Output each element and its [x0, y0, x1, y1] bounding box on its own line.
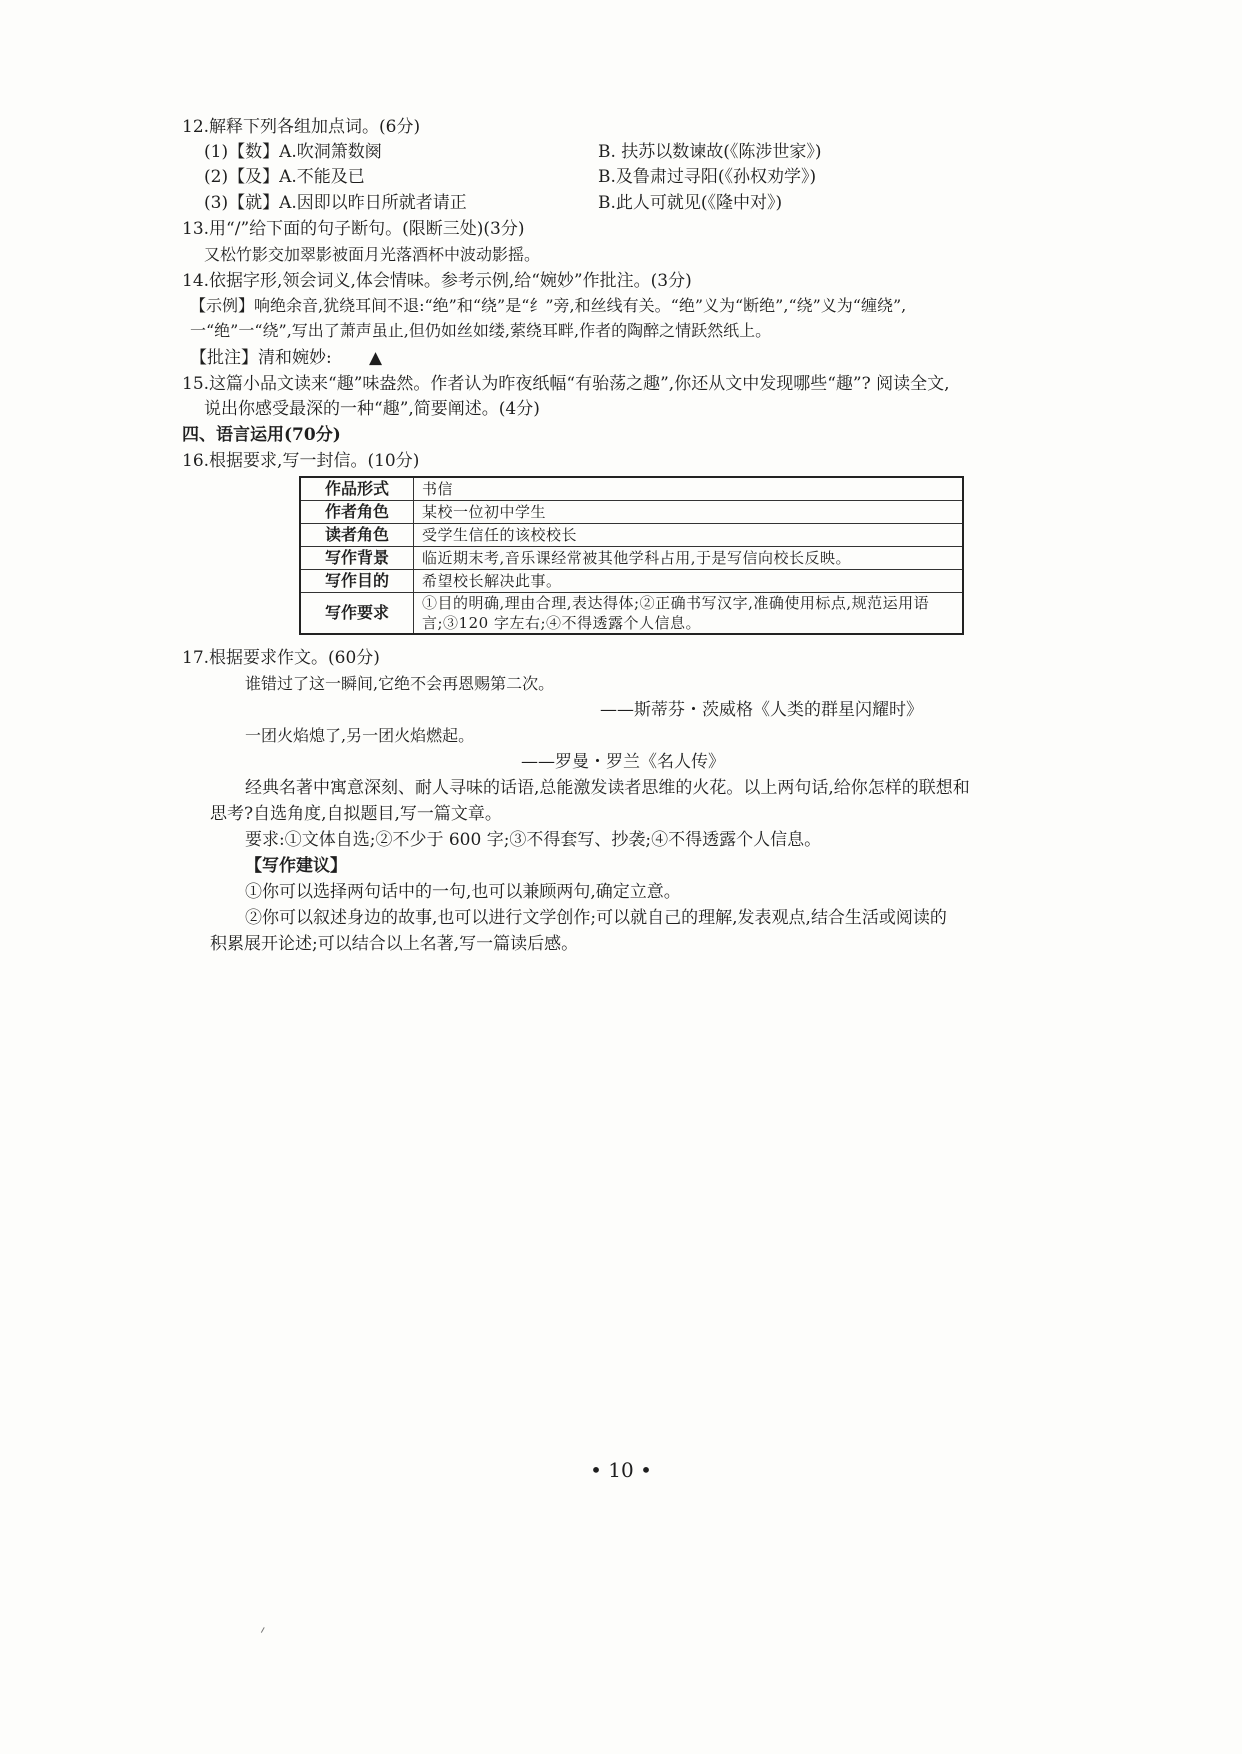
q17-prompt-line1: 经典名著中寓意深刻、耐人寻味的话语,总能激发读者思维的火花。以上两句话,给你怎样的联想和 [245, 778, 970, 798]
writing-advice-1: ①你可以选择两句话中的一句,也可以兼顾两句,确定立意。 [245, 882, 681, 902]
quote-1: 谁错过了这一瞬间,它绝不会再恩赐第二次。 [245, 674, 555, 693]
table-key: 读者角色 [300, 524, 414, 547]
table-value: 临近期末考,音乐课经常被其他学科占用,于是写信向校长反映。 [414, 547, 964, 570]
table-value: 希望校长解决此事。 [414, 570, 964, 593]
q12-row3-right: B.此人可就见(《隆中对》) [598, 193, 783, 213]
table-row [300, 477, 963, 501]
q12-row1-left: (1)【数】A.吹洞箫数阕 [204, 142, 382, 162]
table-value: 受学生信任的该校校长 [414, 524, 964, 547]
q12-row1-right: B. 扶苏以数谏故(《陈涉世家》) [598, 142, 822, 162]
table-value: 书信 [414, 477, 964, 501]
q14-title: 14.依据字形,领会词义,体会情味。参考示例,给“婉妙”作批注。(3分) [182, 271, 692, 291]
page-number: • 10 • [590, 1458, 652, 1482]
answer-placeholder-triangle: ▲ [369, 348, 383, 368]
table-row [300, 593, 963, 635]
q15-line2: 说出你感受最深的一种“趣”,简要阐述。(4分) [204, 399, 540, 419]
table-row [300, 570, 963, 593]
table-row [300, 524, 963, 547]
table-key: 写作要求 [300, 593, 414, 635]
q17-requirements: 要求:①文体自选;②不少于 600 字;③不得套写、抄袭;④不得透露个人信息。 [245, 830, 822, 850]
q15-line1: 15.这篇小品文读来“趣”味盎然。作者认为昨夜纸幅“有骀荡之趣”,你还从文中发现哪些“趣”? 阅读全文, [182, 374, 950, 394]
quote-2: 一团火焰熄了,另一团火焰燃起。 [245, 726, 475, 745]
q12-row3-left: (3)【就】A.因即以昨日所就者请正 [204, 193, 467, 213]
table-value: 某校一位初中学生 [414, 501, 964, 524]
q13-title: 13.用“/”给下面的句子断句。(限断三处)(3分) [182, 219, 525, 239]
q16-title: 16.根据要求,写一封信。(10分) [182, 451, 420, 471]
table-key: 写作目的 [300, 570, 414, 593]
q12-row2-left: (2)【及】A.不能及已 [204, 167, 365, 187]
table-key: 作品形式 [300, 477, 414, 501]
scan-speck-mark [261, 1627, 268, 1635]
letter-requirements-table [299, 476, 964, 635]
table-key: 写作背景 [300, 547, 414, 570]
quote-1-source: ——斯蒂芬・茨威格《人类的群星闪耀时》 [600, 700, 923, 720]
q12-row2-right: B.及鲁肃过寻阳(《孙权劝学》) [598, 167, 817, 187]
q14-example-line2: 一“绝”一“绕”,写出了萧声虽止,但仍如丝如缕,萦绕耳畔,作者的陶醉之情跃然纸上。 [190, 321, 772, 340]
q17-prompt-line2: 思考?自选角度,自拟题目,写一篇文章。 [210, 804, 502, 824]
section4-title: 四、语言运用(70分) [182, 425, 341, 445]
table-row [300, 501, 963, 524]
q13-sentence: 又松竹影交加翠影被面月光落酒杯中波动影摇。 [204, 245, 541, 264]
q17-title: 17.根据要求作文。(60分) [182, 648, 380, 668]
table-key: 作者角色 [300, 501, 414, 524]
table-value: ①目的明确,理由合理,表达得体;②正确书写汉字,准确使用标点,规范运用语言;③120 字左右;④不得透露个人信息。 [414, 593, 964, 635]
writing-advice-title: 【写作建议】 [245, 856, 347, 876]
writing-advice-2b: 积累展开论述;可以结合以上名著,写一篇读后感。 [210, 934, 579, 954]
writing-advice-2a: ②你可以叙述身边的故事,也可以进行文学创作;可以就自己的理解,发表观点,结合生活或阅读的 [245, 908, 947, 928]
q14-example-line1: 【示例】响绝余音,犹绕耳间不退:“绝”和“绕”是“纟”旁,和丝线有关。“绝”义为“断绝”,“绕”义为“缠绕”, [190, 296, 907, 315]
table-row [300, 547, 963, 570]
quote-2-source: ——罗曼・罗兰《名人传》 [521, 752, 725, 772]
q14-note-label: 【批注】清和婉妙: [190, 348, 332, 368]
q12-title: 12.解释下列各组加点词。(6分) [182, 117, 421, 137]
